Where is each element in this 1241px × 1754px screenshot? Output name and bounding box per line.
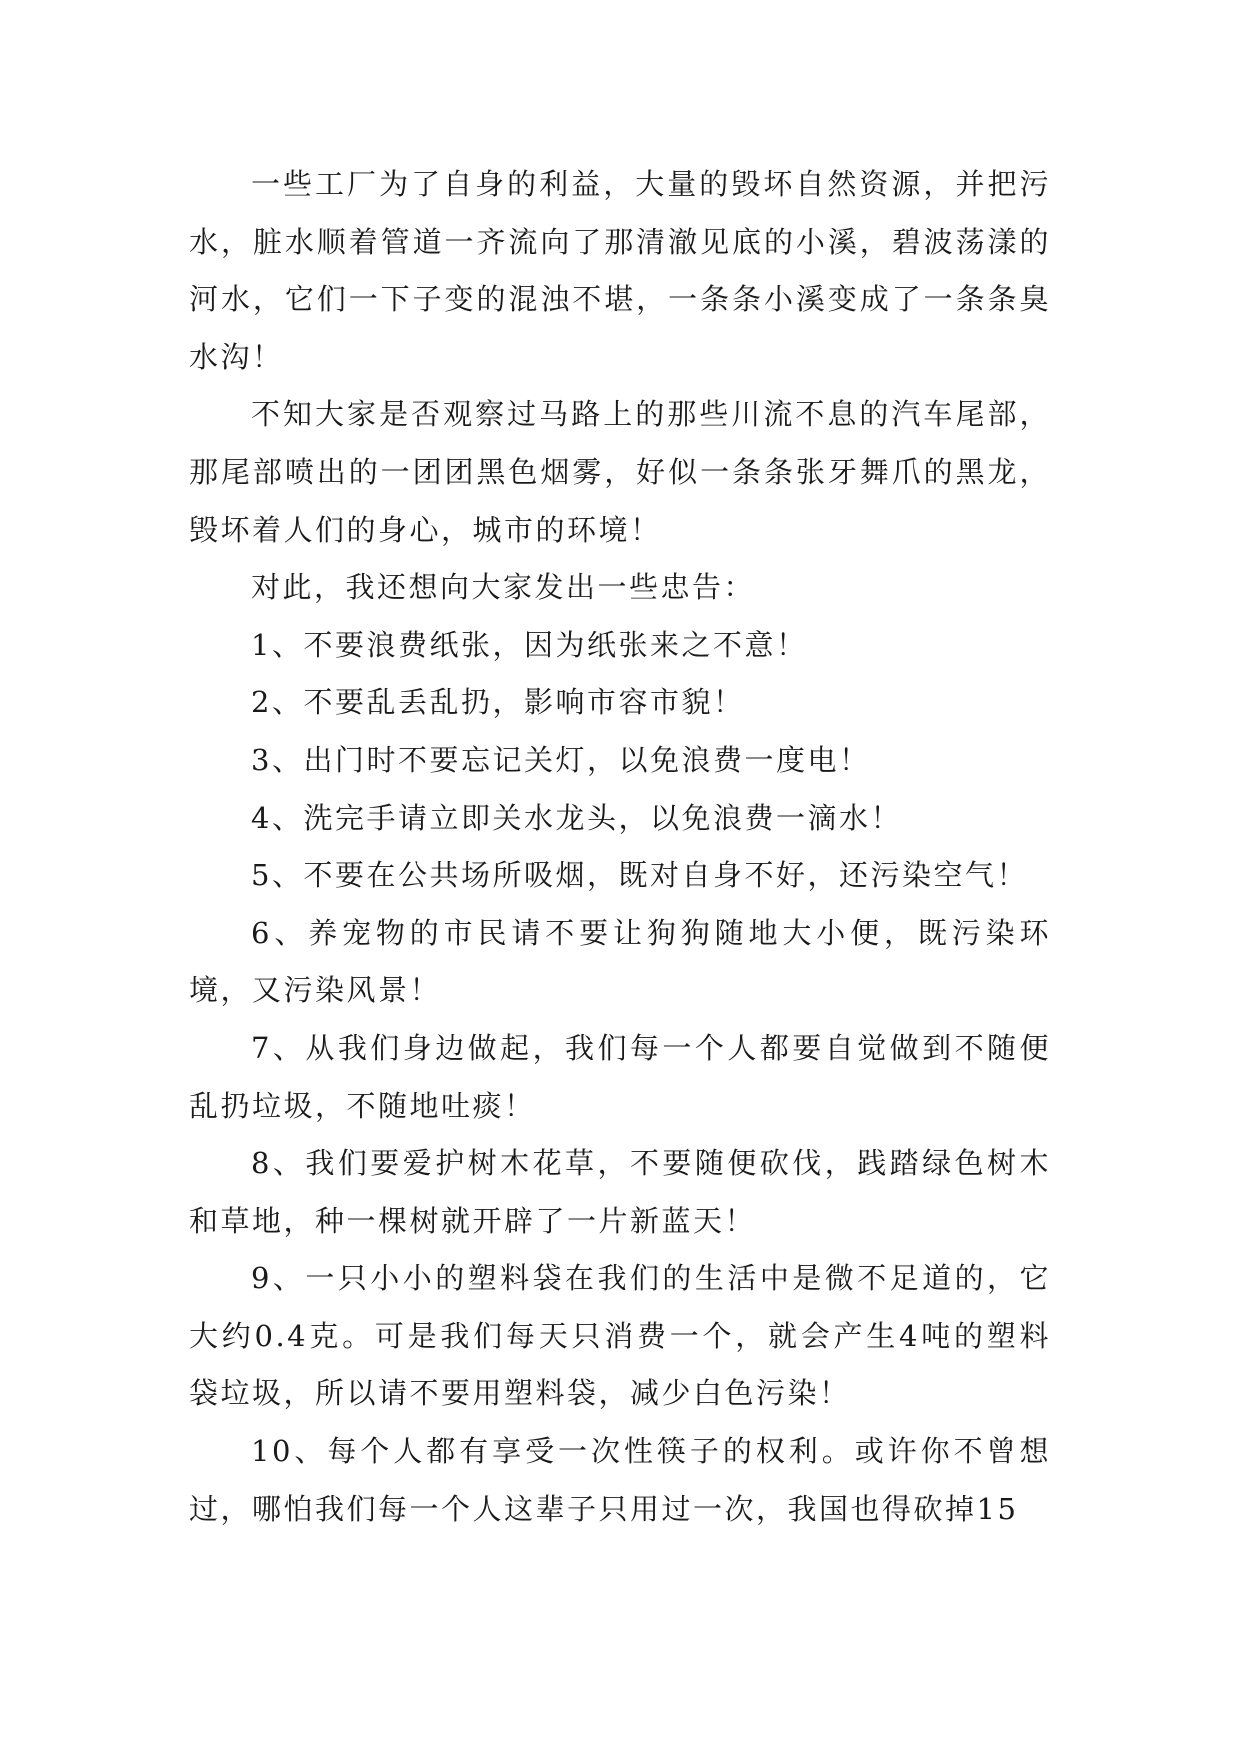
list-item-8: 8、我们要爱护树木花草，不要随便砍伐，践踏绿色树木和草地，种一棵树就开辟了一片新蓝天！ [189,1146,1051,1238]
list-item-1: 1、不要浪费纸张，因为纸张来之不意！ [251,627,808,662]
list-item-6: 6、养宠物的市民请不要让狗狗随地大小便，既污染环境，又污染风景！ [189,915,1051,1008]
list-item-4: 4、洗完手请立即关水龙头，以免浪费一滴水！ [251,800,902,835]
paragraph-car-exhaust: 不知大家是否观察过马路上的那些川流不息的汽车尾部，那尾部喷出的一团团黑色烟雾，好似一条条张牙舞爪的黑龙，毁坏着人们的身心，城市的环境！ [189,397,1051,547]
paragraph-factory-pollution: 一些工厂为了自身的利益，大量的毁坏自然资源，并把污水，脏水顺着管道一齐流向了那清澈见底的小溪，碧波荡漾的河水，它们一下子变的混浊不堪，一条条小溪变成了一条条臭水沟！ [189,167,1051,374]
list-item-7: 7、从我们身边做起，我们每一个人都要自觉做到不随便乱扔垃圾，不随地吐痰！ [189,1030,1051,1123]
list-item-5: 5、不要在公共场所吸烟，既对自身不好，还污染空气！ [251,858,1028,893]
paragraph-advice-intro: 对此，我还想向大家发出一些忠告： [251,570,756,605]
list-item-10: 10、每个人都有享受一次性筷子的权利。或许你不曾想过，哪怕我们每一个人这辈子只用过一次，我国也得砍掉15 [189,1434,1051,1526]
list-item-2: 2、不要乱丢乱扔，影响市容市貌！ [251,685,745,720]
list-item-3: 3、出门时不要忘记关灯，以免浪费一度电！ [251,742,871,777]
document-body [189,156,1051,1538]
list-item-9: 9、一只小小的塑料袋在我们的生活中是微不足道的，它大约0.4克。可是我们每天只消费一个，就会产生4吨的塑料袋垃圾，所以请不要用塑料袋，减少白色污染！ [189,1261,1051,1411]
